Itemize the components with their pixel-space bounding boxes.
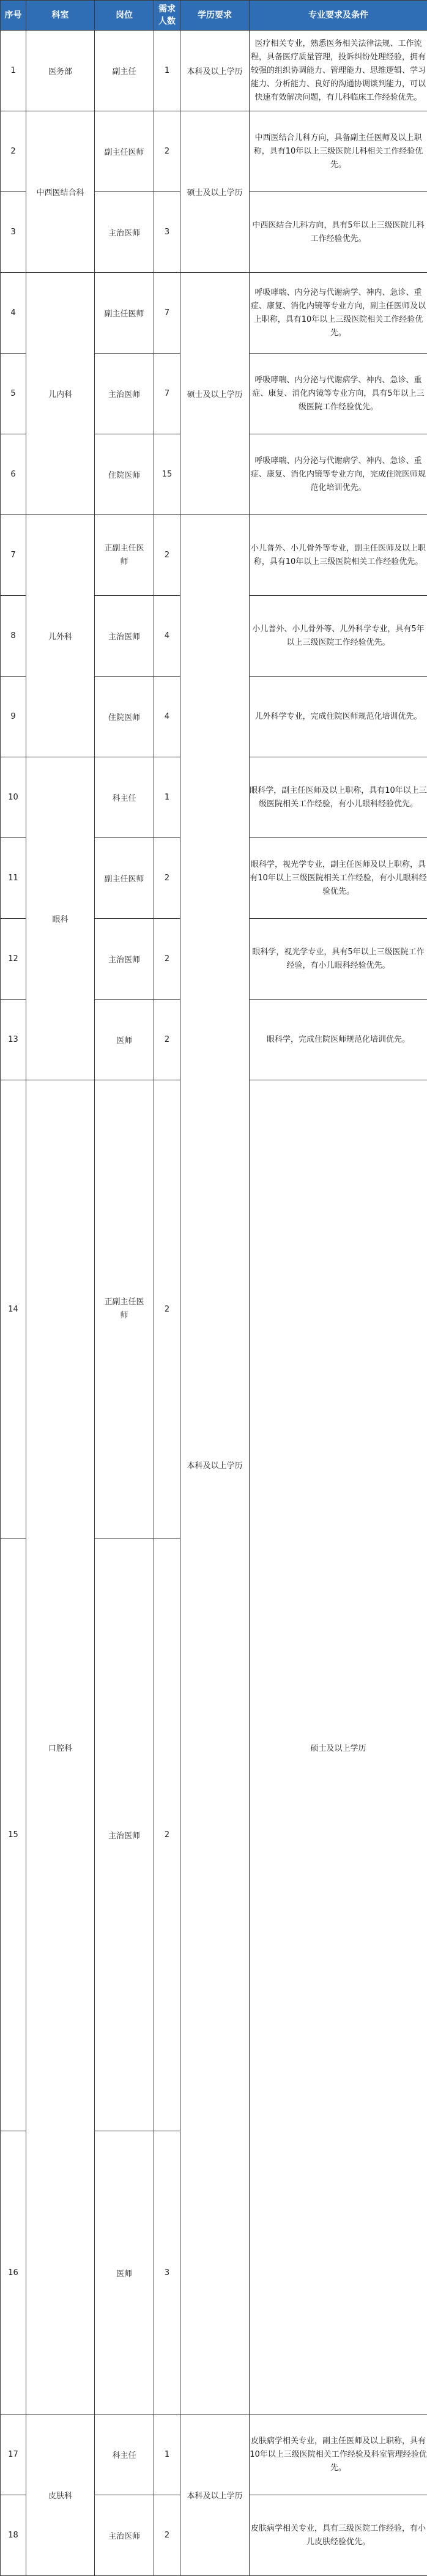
header-count-line1: 需求 xyxy=(158,4,176,14)
cell-count: 7 xyxy=(154,273,180,354)
cell-position: 科主任 xyxy=(95,757,154,838)
cell-edu: 硕士及以上学历 xyxy=(180,111,250,273)
cell-cond xyxy=(250,596,427,677)
header-cond: 专业要求及条件 xyxy=(250,1,427,31)
table-body xyxy=(1,31,427,2576)
table-row xyxy=(1,273,427,354)
cell-dept: 医务部 xyxy=(26,31,95,111)
cell-cond xyxy=(250,2415,427,2495)
cell-count: 2 xyxy=(154,111,180,192)
cell-count: 4 xyxy=(154,677,180,757)
cond-text: 皮肤病学相关专业，具有三级医院工作经验，有小儿皮肤经验优先。 xyxy=(250,2522,427,2549)
cell-cond xyxy=(250,838,427,919)
cell-position: 住院医师 xyxy=(95,677,154,757)
cond-text: 呼吸哮喘、内分泌与代谢病学、神内、急诊、重症、康复、消化内镜等专业方向，副主任医师及以上职称，具有10年以上三级医院相关工作经验优先。 xyxy=(250,286,427,340)
cell-cond xyxy=(250,31,427,111)
table-row xyxy=(1,515,427,596)
cell-seq: 12 xyxy=(1,919,26,1000)
cell-seq: 13 xyxy=(1,1000,26,1080)
cell-seq: 9 xyxy=(1,677,26,757)
cell-position: 副主任 xyxy=(95,31,154,111)
cell-position xyxy=(95,1080,154,1539)
cell-count: 2 xyxy=(154,1080,180,1539)
header-row xyxy=(1,1,427,31)
cell-position: 住院医师 xyxy=(95,434,154,515)
cell-count: 2 xyxy=(154,1000,180,1080)
cell-seq: 10 xyxy=(1,757,26,838)
cond-text: 眼科学，视光学专业，副主任医师及以上职称，具有10年以上三级医院相关工作经验，有小儿眼科经验优先。 xyxy=(250,858,427,899)
cell-count: 2 xyxy=(154,1539,180,2131)
cell-seq: 1 xyxy=(1,31,26,111)
cell-position: 科主任 xyxy=(95,2415,154,2495)
cell-dept: 皮肤科 xyxy=(26,2415,95,2576)
cond-text: 中西医结合儿科方向，具有5年以上三级医院儿科工作经验优先。 xyxy=(250,219,427,246)
cell-dept: 口腔科 xyxy=(26,1080,95,2415)
cell-edu: 本科及以上学历 xyxy=(180,515,250,2415)
cell-count: 3 xyxy=(154,2131,180,2415)
cell-position: 主治医师 xyxy=(95,2495,154,2576)
cell-dept: 儿外科 xyxy=(26,515,95,757)
cond-text: 眼科学，完成住院医师规范化培训优先。 xyxy=(250,1033,427,1047)
cell-seq: 8 xyxy=(1,596,26,677)
cell-count: 7 xyxy=(154,354,180,434)
cond-text: 呼吸哮喘、内分泌与代谢病学、神内、急诊、重症、康复、消化内镜等专业方向，具有5年以上三级医院工作经验优先。 xyxy=(250,374,427,414)
cell-dept: 中西医结合科 xyxy=(26,111,95,273)
cell-count: 2 xyxy=(154,919,180,1000)
cell-position: 医师 xyxy=(95,2131,154,2415)
cell-cond xyxy=(250,919,427,1000)
cell-position: 主治医师 xyxy=(95,596,154,677)
cell-position: 副主任医师 xyxy=(95,273,154,354)
cond-text: 儿外科学专业，完成住院医师规范化培训优先。 xyxy=(250,710,427,724)
cell-cond xyxy=(250,757,427,838)
cell-cond xyxy=(250,515,427,596)
cell-seq: 11 xyxy=(1,838,26,919)
cell-edu: 硕士及以上学历 xyxy=(180,273,250,515)
cell-position: 主治医师 xyxy=(95,354,154,434)
header-edu: 学历要求 xyxy=(180,1,250,31)
cell-count: 2 xyxy=(154,838,180,919)
header-seq: 序号 xyxy=(1,1,26,31)
cond-text: 中西医结合儿科方向，具备副主任医师及以上职称，具有10年以上三级医院儿科相关工作经验优先。 xyxy=(250,132,427,172)
cell-seq: 16 xyxy=(1,2131,26,2415)
cell-cond xyxy=(250,677,427,757)
cond-text: 医疗相关专业，熟悉医务相关法律法规、工作流程，具备医疗质量管理，投诉纠纷处理经验，拥有较强的组织协调能力、管理能力、思维逻辑、学习能力、分析能力、良好的沟通协调谈判能力，可以快速有效解决问题，有儿科临床工作经验优先。 xyxy=(250,37,427,105)
cell-position xyxy=(95,515,154,596)
cell-cond xyxy=(250,273,427,354)
table-row xyxy=(1,111,427,192)
cell-count: 1 xyxy=(154,31,180,111)
table-row xyxy=(1,2415,427,2495)
cell-seq: 5 xyxy=(1,354,26,434)
cell-position: 副主任医师 xyxy=(95,838,154,919)
cell-seq: 15 xyxy=(1,1539,26,2131)
cell-cond xyxy=(250,111,427,192)
cell-seq: 14 xyxy=(1,1080,26,1539)
cell-count: 3 xyxy=(154,192,180,273)
cell-count: 1 xyxy=(154,2415,180,2495)
cell-cond xyxy=(250,354,427,434)
cond-text: 皮肤病学相关专业，副主任医师及以上职称，具有10年以上三级医院相关工作经验及科室管理经验优先。 xyxy=(250,2435,427,2475)
cell-seq: 6 xyxy=(1,434,26,515)
cell-count: 15 xyxy=(154,434,180,515)
cell-position: 副主任医师 xyxy=(95,111,154,192)
cell-seq: 17 xyxy=(1,2415,26,2495)
cell-count: 2 xyxy=(154,2495,180,2576)
cell-count: 1 xyxy=(154,757,180,838)
cell-seq: 3 xyxy=(1,192,26,273)
cell-count: 4 xyxy=(154,596,180,677)
cell-dept: 眼科 xyxy=(26,757,95,1080)
cell-seq: 18 xyxy=(1,2495,26,2576)
header-position: 岗位 xyxy=(95,1,154,31)
cell-position: 医师 xyxy=(95,1000,154,1080)
cond-text: 呼吸哮喘、内分泌与代谢病学、神内、急诊、重症、康复、消化内镜等专业方向，完成住院医师规范化培训优先。 xyxy=(250,455,427,495)
header-count xyxy=(154,1,180,31)
cell-edu: 本科及以上学历 xyxy=(180,31,250,111)
cell-edu: 本科及以上学历 xyxy=(180,2415,250,2576)
cell-cond xyxy=(250,2495,427,2576)
cell-edu: 硕士及以上学历 xyxy=(250,1080,427,2415)
cell-cond xyxy=(250,434,427,515)
position-text: 正副主任医师 xyxy=(103,542,146,569)
table-header xyxy=(1,1,427,31)
cond-text: 眼科学，视光学专业，具有5年以上三级医院工作经验，有小儿眼科经验优先。 xyxy=(250,946,427,973)
cond-text: 眼科学，副主任医师及以上职称，具有10年以上三级医院相关工作经验，有小儿眼科经验优先。 xyxy=(250,784,427,811)
position-text: 正副主任医师 xyxy=(103,1296,146,1323)
table-row xyxy=(1,31,427,111)
cell-seq: 4 xyxy=(1,273,26,354)
cell-dept: 儿内科 xyxy=(26,273,95,515)
cell-cond xyxy=(250,192,427,273)
cond-text: 小儿普外、小儿骨外等专业，副主任医师及以上职称，具有10年以上三级医院相关工作经验优先。 xyxy=(250,542,427,569)
header-count-line2: 人数 xyxy=(158,17,176,26)
cell-position: 主治医师 xyxy=(95,192,154,273)
cell-seq: 7 xyxy=(1,515,26,596)
cell-cond xyxy=(250,1000,427,1080)
cell-position: 主治医师 xyxy=(95,919,154,1000)
cond-text: 小儿普外、小儿骨外等、儿外科学专业，具有5年以上三级医院工作经验优先。 xyxy=(250,623,427,650)
header-dept: 科室 xyxy=(26,1,95,31)
cell-position: 主治医师 xyxy=(95,1539,154,2131)
cell-seq: 2 xyxy=(1,111,26,192)
cell-count: 2 xyxy=(154,515,180,596)
